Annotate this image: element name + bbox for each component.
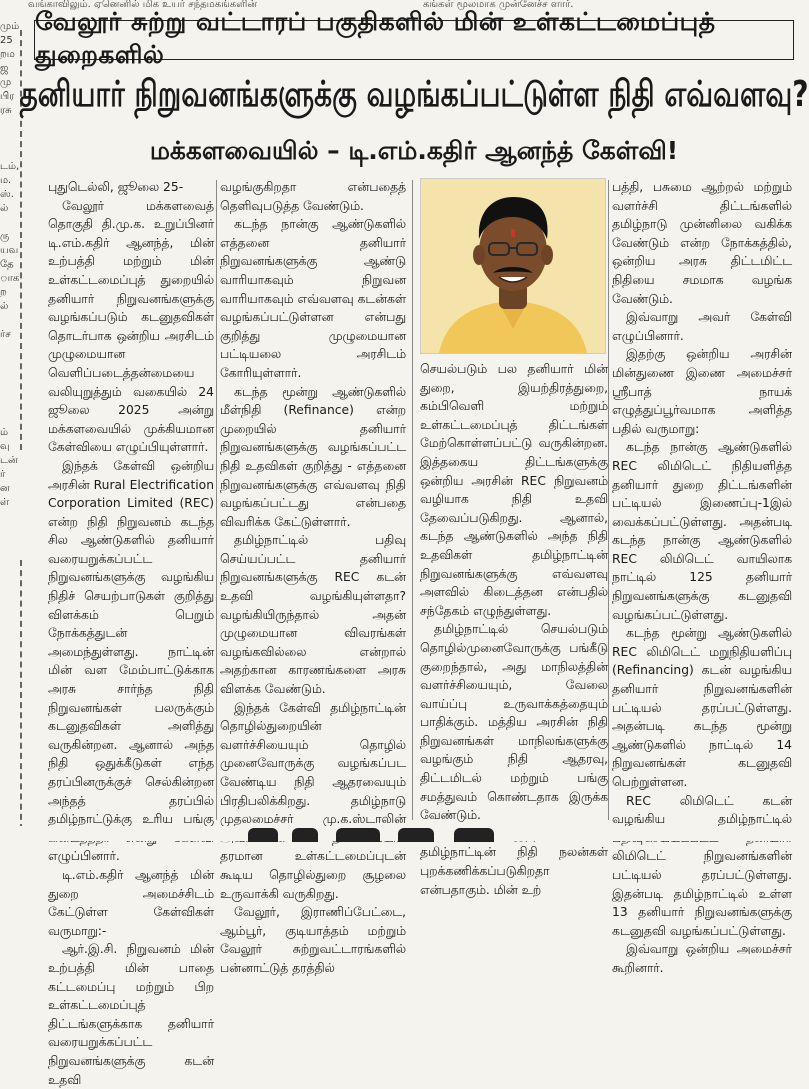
column-rule xyxy=(412,180,413,820)
paragraph: பத்தி, பசுமை ஆற்றல் மற்றும் வளர்ச்சி திட்டங்களில் தமிழ்நாடு முன்னிலை வகிக்க வேண்டும் என்ற நோக்கத்தில், ஒன்றிய அரசு திட்டமிட்ட நிதியை சமமாக வழங்க வேண்டும். xyxy=(612,180,792,306)
margin-fragment: டம், xyxy=(0,161,20,172)
paragraph: இந்தக் கேள்வி ஒன்றிய அரசின் Rural Electrification Corporation Limited (REC) என்ற நிதி நிறுவனம் கடந்த சில ஆண்டுகளில் தனியார் வரையறுக்கப்பட்ட நிறுவனங்களுக்கு வழங்கிய நிதிச் செயற்பாடுகள் குறித்து விளக்கம் பெறும் நோக்கத்துடன் அமைந்துள்ளது. நாட்டின் மின் வள மேம்பாட்டுக்காக அரசு சார்ந்த நிதி நிறுவனங்கள் பலருக்கும் கடனுதவிகள் அளித்து வருகின்றன. ஆனால் அந்த நிதி ஒதுக்கீடுகள் எந்த தரப்பினருக்குச் செல்கின்றன அந்தத் தரப்பில் தமிழ்நாட்டுக்கு உரிய பங்கு எழுப்பினார். xyxy=(48,458,214,864)
margin-fragment xyxy=(0,384,18,398)
paragraph: தமிழ்நாட்டில் பதிவு செய்யப்பட்ட தனியார் நிறுவனங்களுக்கு REC கடன் உதவி வழங்கியுள்ளதா? வழங்கியிருந்தால் அதன் முழுமையான விவரங்கள் வழங்கவில்லை என்றால் அதற்கான காரணங்களை அரசு விளக்க வேண்டும். xyxy=(220,533,406,697)
next-headline-fragment xyxy=(248,828,278,842)
margin-fragment: ல் xyxy=(0,301,9,312)
margin-fragment: டன் xyxy=(0,455,18,466)
top-snippet-right: கங்கள் மூலமாக முன்னேச்ச ளார். xyxy=(423,0,574,10)
paragraph: REC லிமிடெட் கடன் வழங்கிய தமிழ்நாட்டில் லிமிடெட் நிறுவனங்களின் பட்டியல் தரப்பட்டுள்ளது. இதன்படி தமிழ்நாட்டில் உள்ள 13 தனியார் நிறுவனங்களுக்கு கடனுதவி வழங்கப்பட்டுள்ளது. xyxy=(612,793,792,938)
column-rule xyxy=(608,180,609,820)
margin-fragment: வு xyxy=(0,441,10,452)
margin-fragment xyxy=(0,118,18,132)
margin-fragment: ள் xyxy=(0,497,10,508)
margin-fragment: ரசு xyxy=(0,105,12,116)
column-3 xyxy=(420,360,608,899)
kicker-text: வேலூர் சுற்று வட்டாரப் பகுதிகளில் மின் உள்கட்டமைப்புத் துறைகளில் xyxy=(35,7,716,69)
margin-fragment: பிர xyxy=(0,91,15,102)
margin-fragment xyxy=(0,132,18,146)
column-1 xyxy=(48,178,214,1089)
margin-fragment: மும் xyxy=(0,21,20,32)
margin-fragment: ரு xyxy=(0,231,10,242)
next-headline-fragment xyxy=(292,828,318,842)
headline-text: தனியார் நிறுவனங்களுக்கு வழங்கப்பட்டுள்ள நிதி எவ்வளவு? xyxy=(19,74,809,115)
paragraph: செயல்படும் பல தனியார் மின் துறை, இயற்திரத்துறை, கம்பிவெளி மற்றும் உள்கட்டமைப்புத் திட்டங்கள் மேற்கொள்ளப்பட்டு வருகின்றன. இத்தகைய திட்டங்களுக்கு ஒன்றிய அரசின் REC நிறுவனம் வழியாக நிதி உதவி தேவைப்படுகிறது. ஆனால், கடந்த ஆண்டுகளில் அந்த நிதி உதவிகள் தமிழ்நாட்டின் நிறுவனங்களுக்கு எவ்வளவு அளவில் கிடைத்தன என்பதில் சந்தேகம் எழுந்துள்ளது. xyxy=(420,362,608,618)
paragraph: வழங்குகிறதா என்பதைத் தெளிவுபடுத்த வேண்டும். xyxy=(220,180,406,213)
margin-fragment xyxy=(0,342,18,356)
margin-fragment: ம. xyxy=(0,175,12,186)
paragraph: கடந்த நான்கு ஆண்டுகளில் REC லிமிடெட் நிதியளித்த தனியார் துறை திட்டங்களின் பட்டியல் இணைப்பு-1இல் வைக்கப்பட்டுள்ளது. அதன்படி கடந்த நான்கு ஆண்டுகளில் REC லிமிடெட் வாயிலாக நாட்டில் 125 தனியார் நிறுவனங்களுக்கு கடனுதவி வழங்கப்பட்டுள்ளது. xyxy=(612,440,792,622)
column-rule xyxy=(216,180,217,820)
margin-fragment: மு xyxy=(0,77,12,88)
margin-fragment: ன xyxy=(0,483,10,494)
next-headline-fragment xyxy=(336,828,380,842)
paragraph: இவ்வாறு ஒன்றிய அமைச்சர் கூறினார். xyxy=(612,942,792,975)
margin-fragment: ஸ். xyxy=(0,189,14,200)
top-snippet-left: வங்காவிலும். ஏனெனில் மிக உயர் சந்தமகங்களின் xyxy=(28,0,258,10)
dateline: புதுடெல்லி, ஜூலை 25- xyxy=(48,180,184,194)
paragraph: கடந்த நான்கு ஆண்டுகளில் எத்தனை தனியார் நிறுவனங்களுக்கு ஆண்டு வாரியாகவும் நிறுவன வாரியாகவும் எவ்வளவு கடன்கள் வழங்கப்பட்டுள்ளன என்பது குறித்து முழுமையான பட்டியலை அரசிடம் கோரியுள்ளார். xyxy=(220,217,406,380)
paragraph: தமிழ்நாட்டில் செயல்படும் தொழில்முனைவோருக்கு பங்கீடு குறைந்தால், அது மாநிலத்தின் வளர்ச்சியையும், வேலை வாய்ப்பு உருவாக்கத்தையும் பாதிக்கும். மத்திய அரசின் நிதி நிறுவனங்கள் மாநிலங்களுக்கு வழங்கும் நிதி ஆதரவு, திட்டமிடல் மற்றும் பங்கு சமத்துவம் கொண்டதாக இருக்க வேண்டும். xyxy=(420,622,608,823)
margin-fragment: ர்ச xyxy=(0,329,11,340)
margin-fragment xyxy=(0,510,18,524)
column-4 xyxy=(612,178,792,978)
portrait-illustration xyxy=(421,179,605,353)
margin-fragment xyxy=(0,398,18,412)
column-2 xyxy=(220,178,406,978)
left-margin-fragments xyxy=(0,20,18,820)
left-divider-lower xyxy=(20,560,24,830)
margin-fragment: ம் xyxy=(0,427,9,438)
headline xyxy=(19,66,809,128)
margin-fragment: றம xyxy=(0,49,15,60)
paragraph: கடந்த மூன்று ஆண்டுகளில் REC லிமிடெட் மறுநிதியளிப்பு (Refinancing) கடன் வழங்கிய தனியார் நிறுவனங்களின் பட்டியல் தரப்பட்டுள்ளது. அதன்படி கடந்த மூன்று ஆண்டுகளில் நாட்டில் 14 நிறுவனங்கள் கடனுதவி பெற்றுள்ளன. xyxy=(612,626,792,789)
margin-fragment: ஜ xyxy=(0,63,9,74)
paragraph: டி.எம்.கதிர் ஆனந்த் மின் துறை அமைச்சிடம் கேட்டுள்ள கேள்விகள் வருமாறு:- xyxy=(48,867,214,938)
next-headline-fragment xyxy=(398,828,434,842)
margin-fragment: 25 xyxy=(0,35,13,46)
margin-fragment xyxy=(0,314,18,328)
margin-fragment: ல் xyxy=(0,203,9,214)
paragraph: இதற்கு ஒன்றிய அரசின் மின்துணை இணை அமைச்சர் ஸ்ரீபாத் நாயக் எழுத்துப்பூர்வமாக அளித்த பதில் வருமாறு: xyxy=(612,347,792,436)
margin-fragment xyxy=(0,538,18,552)
subhead xyxy=(34,132,794,172)
paragraph: வேலூர், இராணிப்பேட்டை, ஆம்பூர், குடியாத்தம் மற்றும் வேலூர் சுற்றுவட்டாரங்களில் பன்னாட்டுத் தரத்தில் xyxy=(220,905,406,975)
margin-fragment xyxy=(0,146,18,160)
margin-fragment xyxy=(0,580,18,594)
margin-fragment xyxy=(0,356,18,370)
margin-fragment: யவ xyxy=(0,245,19,256)
paragraph: ஆர்.இ.சி. நிறுவனம் மின் உற்பத்தி மின் பாதை கட்டமைப்பு மற்றும் பிற உள்கட்டமைப்புத் திட்டங்களுக்காக தனியார் வரையறுக்கப்பட்ட நிறுவனங்களுக்கு கடன் உதவி xyxy=(48,942,214,1087)
paragraph: இவ்வாறு அவர் கேள்வி எழுப்பினார். xyxy=(612,310,792,343)
margin-fragment xyxy=(0,412,18,426)
margin-fragment: ற xyxy=(0,287,7,298)
margin-fragment: தே xyxy=(0,259,14,270)
margin-fragment xyxy=(0,552,18,566)
margin-fragment xyxy=(0,370,18,384)
paragraph: கடந்த மூன்று ஆண்டுகளில் மீள்நிதி (Refinance) என்ற முறையில் தனியார் நிறுவனங்களுக்கு வழங்கப்பட்ட நிதி உதவிகள் குறித்து - எத்தனை நிறுவனங்களுக்கு எவ்வளவு நிதி வழங்கப்பட்டது என்பதை விவரிக்க கேட்டுள்ளார். xyxy=(220,384,406,529)
paragraph: தமிழ்நாட்டின் நிதி நலன்கள் புறக்கணிக்கப்படுகிறதா என்பதாகும். மின் உற் xyxy=(420,845,608,897)
paragraph: வேலூர் மக்களவைத் தொகுதி தி.மு.க. உறுப்பினர் டி.எம்.கதிர் ஆனந்த், மின் உற்பத்தி மற்றும் மின் உள்கட்டமைப்புத் துறையில் தனியார் நிறுவனங்களுக்கு வழங்கப்படும் கடனுதவிகள் தொடர்பாக ஒன்றிய அரசிடம் முழுமையான வெளிப்படைத்தன்மையை வலியுறுத்தும் வகையில் 24 ஜூலை 2025 அன்று மக்களவையில் முக்கியமான கேள்வியை எழுப்பியுள்ளார். xyxy=(48,198,214,455)
margin-fragment: ர் xyxy=(0,469,6,480)
paragraph: இந்தக் கேள்வி தமிழ்நாட்டின் தொழில்துறையின் வளர்ச்சியையும் தொழில் முனைவோருக்கு வழங்கப்பட வேண்டிய நிதி ஆதரவையும் பிரதிபலிக்கிறது. தமிழ்நாடு முதலமைச்சர் மு.க.ஸ்டாலின் தரமான உள்கட்டமைப்புடன் கூடிய தொழில்துறை சூழலை உருவாக்கி வருகிறது. xyxy=(220,700,406,901)
kicker xyxy=(34,7,794,69)
portrait-photo xyxy=(420,178,606,354)
subhead-text: மக்களவையில் – டி.எம்.கதிர் ஆனந்த் கேள்வி! xyxy=(149,135,679,165)
margin-fragment xyxy=(0,566,18,580)
margin-fragment: ாக xyxy=(0,273,20,284)
next-headline-fragment xyxy=(454,828,494,842)
margin-fragment xyxy=(0,524,18,538)
margin-fragment xyxy=(0,216,18,230)
